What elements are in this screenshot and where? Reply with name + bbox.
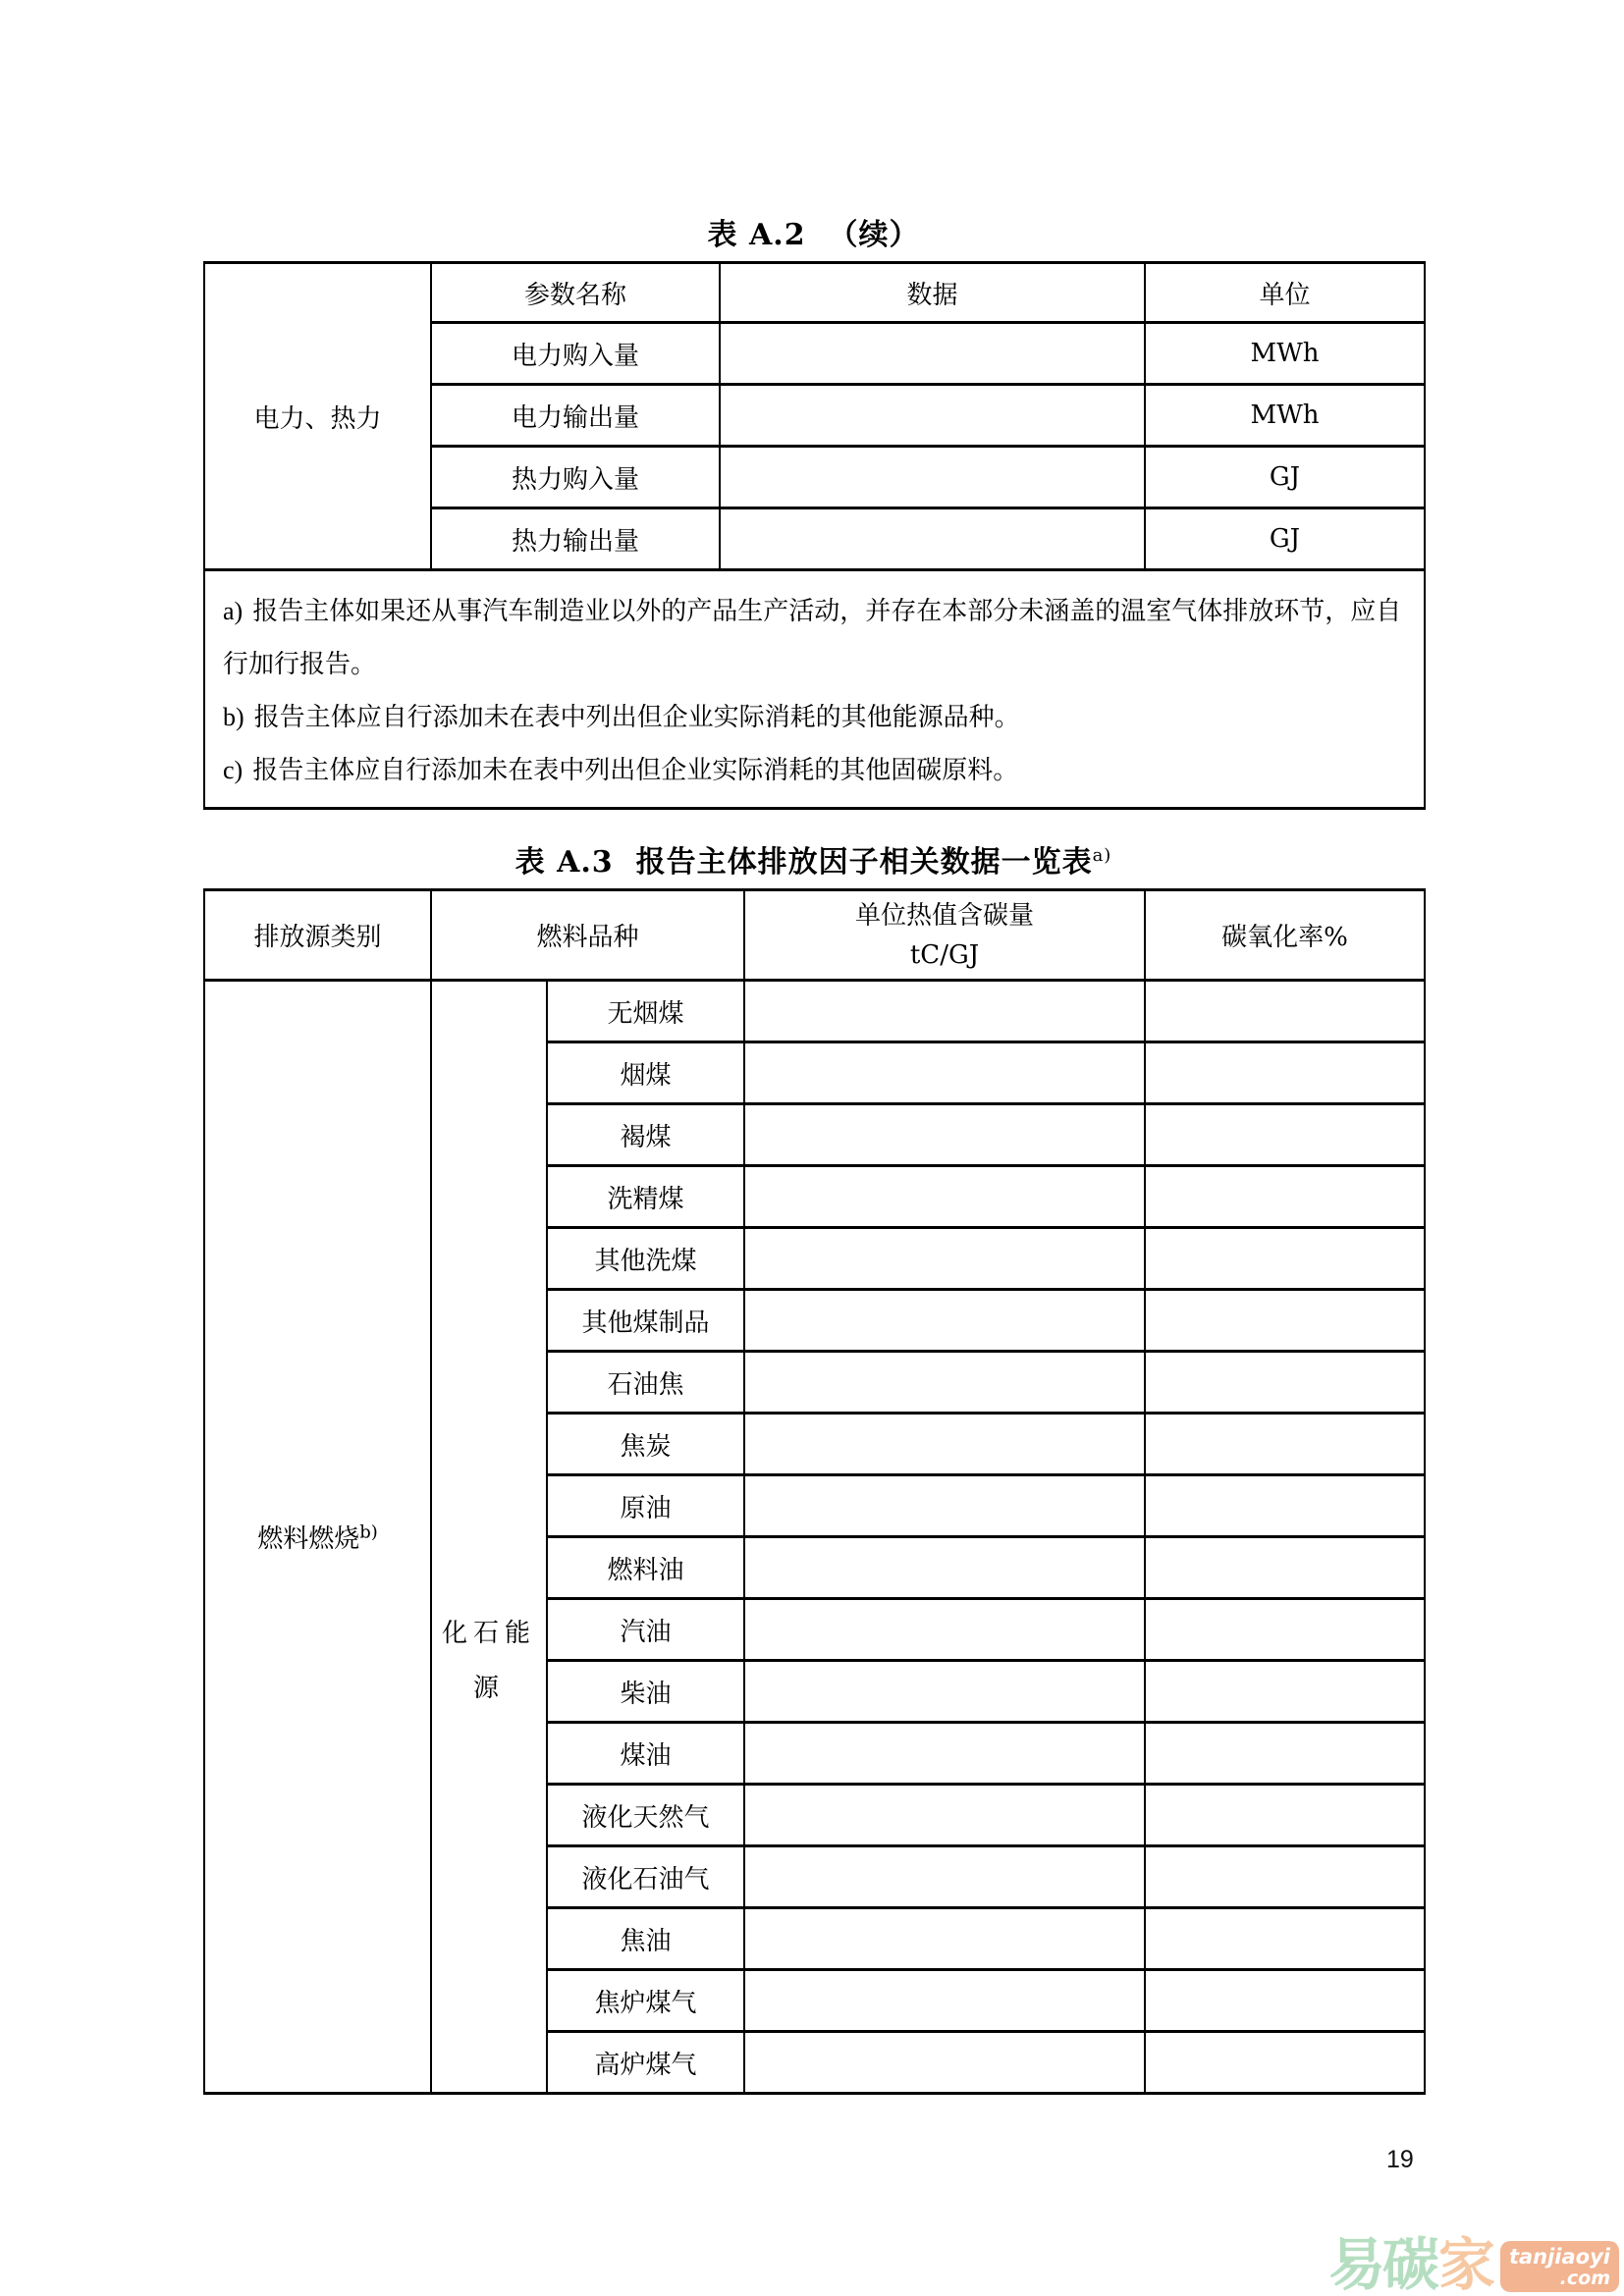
param-name-cell: 热力输出量 — [431, 508, 720, 570]
footnote-label: b) — [223, 703, 244, 731]
footnote-label: a) — [223, 597, 244, 625]
watermark-badge-line1: tanjiaoyi — [1508, 2245, 1610, 2269]
carbon-value-cell — [744, 1661, 1145, 1723]
fuel-name-cell: 褐煤 — [547, 1104, 744, 1166]
footnote-text: 报告主体如果还从事汽车制造业以外的产品生产活动，并存在本部分未涵盖的温室气体排放环节，应自行加行报告。 — [223, 597, 1402, 679]
watermark-badge — [1500, 2241, 1619, 2292]
carbon-value-cell — [744, 1846, 1145, 1908]
fuel-combustion-label: 燃料燃烧 — [257, 1524, 360, 1554]
watermark-badge-line2: .com — [1559, 2268, 1610, 2289]
carbon-value-cell — [744, 1228, 1145, 1290]
carbon-value-cell — [744, 1475, 1145, 1537]
watermark-text-orange: 家 — [1437, 2231, 1495, 2296]
oxidation-value-cell — [1145, 1599, 1425, 1661]
fuel-combustion-group-cell — [204, 981, 431, 2094]
table-a2 — [203, 261, 1426, 810]
fuel-name-cell: 液化石油气 — [547, 1846, 744, 1908]
carbon-value-cell — [744, 1537, 1145, 1599]
page-number: 19 — [1386, 2146, 1414, 2173]
data-header: 数据 — [720, 263, 1145, 323]
oxidation-value-cell — [1145, 1785, 1425, 1846]
carbon-content-header-line1: 单位热值含碳量 — [855, 900, 1035, 931]
fuel-name-cell: 其他洗煤 — [547, 1228, 744, 1290]
data-value-cell — [720, 508, 1145, 570]
table-a3-title-text: 表 A.3 报告主体排放因子相关数据一览表 — [514, 845, 1093, 880]
oxidation-value-cell — [1145, 1908, 1425, 1970]
fuel-name-cell: 烟煤 — [547, 1042, 744, 1104]
fuel-name-cell: 其他煤制品 — [547, 1290, 744, 1352]
fuel-name-cell: 柴油 — [547, 1661, 744, 1723]
fuel-name-cell: 燃料油 — [547, 1537, 744, 1599]
fuel-name-cell: 液化天然气 — [547, 1785, 744, 1846]
oxidation-value-cell — [1145, 2032, 1425, 2094]
oxidation-rate-header: 碳氧化率% — [1145, 890, 1425, 981]
param-name-cell: 电力输出量 — [431, 385, 720, 447]
param-name-cell: 热力购入量 — [431, 447, 720, 508]
footnote-item-b — [223, 691, 1406, 744]
oxidation-value-cell — [1145, 1042, 1425, 1104]
carbon-value-cell — [744, 1908, 1145, 1970]
footnotes-box — [204, 570, 1425, 809]
unit-cell: MWh — [1145, 385, 1425, 447]
oxidation-value-cell — [1145, 1104, 1425, 1166]
table-a3-title-superscript: a) — [1092, 845, 1112, 866]
oxidation-value-cell — [1145, 1661, 1425, 1723]
carbon-value-cell — [744, 2032, 1145, 2094]
unit-header: 单位 — [1145, 263, 1425, 323]
oxidation-value-cell — [1145, 1414, 1425, 1475]
footnote-item-c — [223, 744, 1406, 797]
param-name-header: 参数名称 — [431, 263, 720, 323]
oxidation-value-cell — [1145, 1970, 1425, 2032]
data-value-cell — [720, 447, 1145, 508]
carbon-value-cell — [744, 1785, 1145, 1846]
fuel-combustion-superscript: b) — [359, 1522, 378, 1543]
footnote-text: 报告主体应自行添加未在表中列出但企业实际消耗的其他固碳原料。 — [252, 756, 1019, 785]
data-value-cell — [720, 323, 1145, 385]
table-a2-title: 表 A.2 （续） — [707, 218, 920, 252]
fuel-name-cell: 洗精煤 — [547, 1166, 744, 1228]
fuel-name-cell: 高炉煤气 — [547, 2032, 744, 2094]
carbon-content-header — [744, 890, 1145, 981]
carbon-value-cell — [744, 1414, 1145, 1475]
carbon-value-cell — [744, 1599, 1145, 1661]
fuel-name-cell: 原油 — [547, 1475, 744, 1537]
table-a3 — [203, 888, 1426, 2095]
fuel-type-header: 燃料品种 — [431, 890, 744, 981]
footnote-label: c) — [223, 756, 244, 784]
fuel-name-cell: 焦炉煤气 — [547, 1970, 744, 2032]
carbon-value-cell — [744, 1042, 1145, 1104]
oxidation-value-cell — [1145, 1723, 1425, 1785]
fuel-name-cell: 煤油 — [547, 1723, 744, 1785]
carbon-value-cell — [744, 1352, 1145, 1414]
fossil-energy-label: 化石能源 — [441, 1618, 536, 1703]
fuel-name-cell: 汽油 — [547, 1599, 744, 1661]
oxidation-value-cell — [1145, 981, 1425, 1042]
table-row — [204, 981, 1425, 1042]
carbon-content-header-line2: tC/GJ — [909, 939, 980, 970]
carbon-value-cell — [744, 1166, 1145, 1228]
oxidation-value-cell — [1145, 1352, 1425, 1414]
fuel-name-cell: 焦油 — [547, 1908, 744, 1970]
footnote-text: 报告主体应自行添加未在表中列出但企业实际消耗的其他能源品种。 — [253, 703, 1020, 732]
fuel-name-cell: 焦炭 — [547, 1414, 744, 1475]
power-heat-group-cell: 电力、热力 — [204, 263, 431, 570]
oxidation-value-cell — [1145, 1537, 1425, 1599]
oxidation-value-cell — [1145, 1228, 1425, 1290]
carbon-value-cell — [744, 1104, 1145, 1166]
watermark-text-green: 易碳 — [1327, 2231, 1436, 2296]
carbon-value-cell — [744, 981, 1145, 1042]
fuel-name-cell: 无烟煤 — [547, 981, 744, 1042]
source-category-header: 排放源类别 — [204, 890, 431, 981]
data-value-cell — [720, 385, 1145, 447]
carbon-value-cell — [744, 1723, 1145, 1785]
param-name-cell: 电力购入量 — [431, 323, 720, 385]
watermark-logo — [1327, 2231, 1619, 2296]
unit-cell: MWh — [1145, 323, 1425, 385]
oxidation-value-cell — [1145, 1846, 1425, 1908]
carbon-value-cell — [744, 1290, 1145, 1352]
carbon-value-cell — [744, 1970, 1145, 2032]
oxidation-value-cell — [1145, 1166, 1425, 1228]
fossil-energy-group-cell — [431, 981, 547, 2094]
footnote-item-a — [223, 585, 1406, 691]
table-a3-title — [203, 837, 1424, 881]
oxidation-value-cell — [1145, 1475, 1425, 1537]
fuel-name-cell: 石油焦 — [547, 1352, 744, 1414]
unit-cell: GJ — [1145, 447, 1425, 508]
oxidation-value-cell — [1145, 1290, 1425, 1352]
unit-cell: GJ — [1145, 508, 1425, 570]
